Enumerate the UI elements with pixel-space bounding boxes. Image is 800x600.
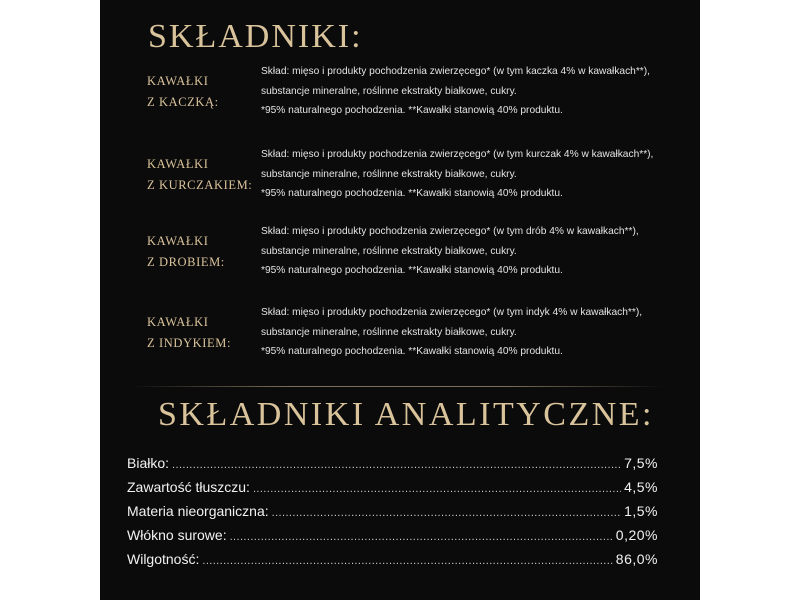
analytical-row	[127, 479, 658, 503]
variant-duck	[100, 62, 700, 132]
variant-turkey	[100, 303, 700, 373]
row-value: 4,5%	[624, 479, 658, 495]
row-value: 7,5%	[624, 455, 658, 471]
variant-composition: Skład: mięso i produkty pochodzenia zwierzęcego* (w tym kaczka 4% w kawałkach**), substancje mineralne, roślinne ekstrakty białkowe, cukry. *95% naturalnego pochodzenia. **Kawałki stanowią 40% produktu.	[261, 66, 650, 116]
row-name: Zawartość tłuszczu:	[127, 479, 250, 495]
row-leader-dots	[202, 555, 612, 567]
row-leader-dots	[230, 531, 613, 543]
variant-composition: Skład: mięso i produkty pochodzenia zwierzęcego* (w tym drób 4% w kawałkach**), substancje mineralne, roślinne ekstrakty białkowe, cukry. *95% naturalnego pochodzenia. **Kawałki stanowią 40% produktu.	[261, 226, 639, 276]
row-name: Materia nieorganiczna:	[127, 503, 269, 519]
variant-label: KAWAŁKI Z KURCZAKIEM:	[147, 157, 253, 192]
variant-composition: Skład: mięso i produkty pochodzenia zwierzęcego* (w tym kurczak 4% w kawałkach**), substancje mineralne, roślinne ekstrakty białkowe, cukry. *95% naturalnego pochodzenia. **Kawałki stanowią 40% produktu.	[261, 149, 654, 199]
analytical-row	[127, 551, 658, 575]
variant-composition: Skład: mięso i produkty pochodzenia zwierzęcego* (w tym indyk 4% w kawałkach**), substancje mineralne, roślinne ekstrakty białkowe, cukry. *95% naturalnego pochodzenia. **Kawałki stanowią 40% produktu.	[261, 307, 643, 357]
row-name: Włókno surowe:	[127, 527, 227, 543]
row-value: 1,5%	[624, 503, 658, 519]
variant-poultry	[100, 222, 700, 292]
variant-label: KAWAŁKI Z DROBIEM:	[147, 234, 225, 269]
analytical-row	[127, 455, 658, 479]
row-leader-dots	[172, 459, 621, 471]
analytical-row	[127, 527, 658, 551]
row-value: 86,0%	[615, 551, 658, 567]
variant-label: KAWAŁKI Z KACZKĄ:	[147, 74, 219, 109]
analytical-list	[127, 455, 658, 575]
ingredients-title: SKŁADNIKI:	[148, 18, 363, 55]
row-name: Białko:	[127, 455, 170, 471]
section-divider	[130, 386, 665, 387]
row-leader-dots	[253, 483, 621, 495]
ingredients-panel	[100, 0, 700, 600]
variant-label: KAWAŁKI Z INDYKIEM:	[147, 315, 232, 350]
row-name: Wilgotność:	[127, 551, 200, 567]
row-value: 0,20%	[615, 527, 658, 543]
analytical-title: SKŁADNIKI ANALITYCZNE:	[158, 396, 655, 433]
analytical-row	[127, 503, 658, 527]
row-leader-dots	[272, 507, 621, 519]
variant-chicken	[100, 145, 700, 215]
